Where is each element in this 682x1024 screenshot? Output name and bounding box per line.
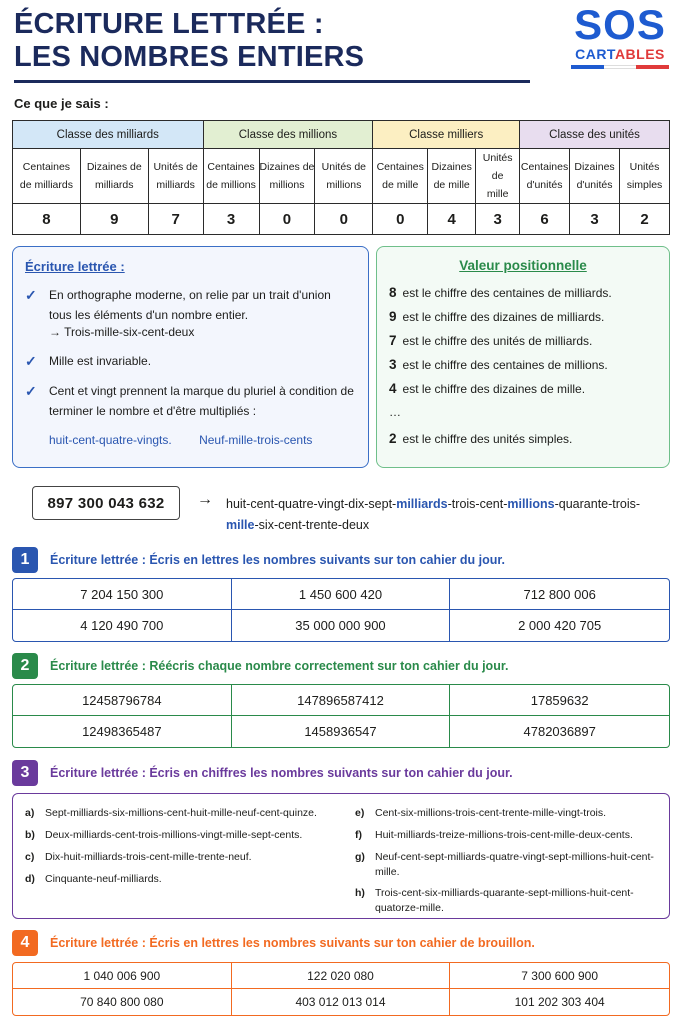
exercise-3-item xyxy=(25,872,345,887)
column-header-line: milliards xyxy=(156,179,195,191)
column-header xyxy=(13,149,81,204)
valeur-text: est le chiffre des dizaines de mille. xyxy=(402,382,586,396)
logo-flag-stripe xyxy=(571,65,669,69)
rule-1-text: En orthographe moderne, on relie par un trait d'union tous les éléments d'un nombre entier. xyxy=(49,288,331,322)
digit-cell: 3 xyxy=(476,204,520,235)
column-header-line: d'unités xyxy=(526,179,563,191)
arrow-right-icon: → xyxy=(197,491,213,508)
exercise-1-grid xyxy=(12,578,670,642)
valeur-row xyxy=(389,431,572,446)
checkmark-icon: ✓ xyxy=(25,287,37,303)
item-letter: f) xyxy=(355,829,362,841)
column-header-line: millions xyxy=(269,179,305,191)
item-text: Neuf-cent-sept-milliards-quatre-vingt-sept-millions-huit-cent-mille. xyxy=(375,851,654,878)
title-line-1: ÉCRITURE LETTRÉE : xyxy=(14,8,324,40)
digit-cell: 7 xyxy=(148,204,203,235)
page-title xyxy=(14,8,364,74)
digit-cell: 3 xyxy=(203,204,259,235)
column-header xyxy=(80,149,148,204)
rule-1 xyxy=(25,285,355,325)
number-cell: 101 202 303 404 xyxy=(514,995,605,1009)
exercise-3-header xyxy=(12,760,513,786)
valeur-text: est le chiffre des unités simples. xyxy=(402,432,573,446)
column-header-line: simples xyxy=(626,179,663,191)
item-text: Dix-huit-milliards-trois-cent-mille-trente-neuf. xyxy=(45,851,252,863)
exercise-4-number: 4 xyxy=(12,930,38,956)
item-text: Sept-milliards-six-millions-cent-huit-mille-neuf-cent-quinze. xyxy=(45,807,317,819)
digit-cell: 4 xyxy=(428,204,476,235)
valeur-row xyxy=(389,381,585,396)
column-header xyxy=(476,149,520,204)
column-header-line: millions xyxy=(326,179,362,191)
valeur-box-title: Valeur positionnelle xyxy=(459,258,587,273)
number-cell: 35 000 000 900 xyxy=(232,610,451,641)
exercise-1-header xyxy=(12,547,505,573)
exercise-3-title: Écriture lettrée : Écris en chiffres les nombres suivants sur ton cahier du jour. xyxy=(50,766,513,780)
valeur-row xyxy=(389,333,592,348)
word-part: -quarante-trois- xyxy=(554,497,641,511)
column-header-line: Centaines xyxy=(520,161,569,173)
example-number-box: 897 300 043 632 xyxy=(32,486,180,520)
word-part: -trois-cent- xyxy=(447,497,508,511)
column-header-line: Dizaines xyxy=(574,161,615,173)
class-header: Classe des milliards xyxy=(13,121,204,149)
column-header xyxy=(315,149,373,204)
digit-cell: 0 xyxy=(315,204,373,235)
column-header-line: Centaines xyxy=(22,161,71,173)
valeur-row xyxy=(389,405,401,419)
word-part: -six-cent-trente-deux xyxy=(254,518,370,532)
column-header-line: de mille xyxy=(382,179,419,191)
number-cell: 4 120 490 700 xyxy=(13,610,232,641)
valeur-digit: 3 xyxy=(389,357,397,372)
item-letter: h) xyxy=(355,887,365,899)
column-header-line: Unités de xyxy=(482,152,513,182)
checkmark-icon: ✓ xyxy=(25,353,37,369)
exercise-3-item xyxy=(355,828,655,843)
exercise-4-header xyxy=(12,930,535,956)
column-header-line: Dizaines xyxy=(431,161,472,173)
number-cell: 7 204 150 300 xyxy=(13,579,232,610)
rule-2-text: Mille est invariable. xyxy=(49,354,152,368)
valeur-row xyxy=(389,309,604,324)
number-cell: 2 000 420 705 xyxy=(518,618,602,633)
column-header xyxy=(148,149,203,204)
valeur-digit: 8 xyxy=(389,285,397,300)
exercise-2-number: 2 xyxy=(12,653,38,679)
example-b: Neuf-mille-trois-cents xyxy=(199,433,313,447)
item-letter: e) xyxy=(355,807,365,819)
digit-cell: 3 xyxy=(570,204,620,235)
column-header-line: de millions xyxy=(206,179,256,191)
exercise-1-number: 1 xyxy=(12,547,38,573)
column-header xyxy=(373,149,428,204)
exercise-3-item xyxy=(355,886,655,916)
column-header-line: d'unités xyxy=(576,179,613,191)
known-label: Ce que je sais : xyxy=(14,96,109,111)
logo-cartables-text xyxy=(568,46,672,62)
item-text: Cinquante-neuf-milliards. xyxy=(45,873,162,885)
number-cell: 147896587412 xyxy=(232,685,451,716)
rule-3 xyxy=(25,381,355,421)
number-cell: 12458796784 xyxy=(13,685,232,716)
number-cell: 403 012 013 014 xyxy=(232,989,451,1015)
item-letter: g) xyxy=(355,851,365,863)
column-header-line: Unités xyxy=(629,161,660,173)
digit-cell: 8 xyxy=(13,204,81,235)
ecriture-lettree-box xyxy=(12,246,369,468)
highlighted-word: milliards xyxy=(396,497,448,511)
number-cell: 7 300 600 900 xyxy=(450,963,669,989)
valeur-row xyxy=(389,357,608,372)
number-cell: 12498365487 xyxy=(13,716,232,747)
exercise-2-title: Écriture lettrée : Réécris chaque nombre correctement sur ton cahier du jour. xyxy=(50,659,509,673)
title-line-2: LES NOMBRES ENTIERS xyxy=(14,41,365,73)
valeur-digit: 4 xyxy=(389,381,397,396)
valeur-digit: 9 xyxy=(389,309,397,324)
highlighted-word: millions xyxy=(507,497,555,511)
valeur-text: … xyxy=(389,405,401,419)
valeur-text: est le chiffre des dizaines de milliards. xyxy=(402,310,605,324)
item-text: Deux-milliards-cent-trois-millions-vingt-mille-sept-cents. xyxy=(45,829,303,841)
column-header xyxy=(570,149,620,204)
valeur-text: est le chiffre des centaines de milliards. xyxy=(402,286,612,300)
highlighted-word: mille xyxy=(226,518,255,532)
item-text: Trois-cent-six-milliards-quarante-sept-millions-huit-cent-quatorze-mille. xyxy=(375,887,634,914)
number-cell: 70 840 800 080 xyxy=(13,989,232,1015)
item-letter: c) xyxy=(25,851,35,863)
column-header-line: mille xyxy=(486,188,509,200)
rule-3-text: Cent et vingt prennent la marque du pluriel à condition de terminer le nombre et d'être multipliés : xyxy=(49,384,354,418)
column-header xyxy=(428,149,476,204)
column-header-line: Dizaines de xyxy=(259,161,315,173)
number-cell: 4782036897 xyxy=(523,724,596,739)
digit-cell: 0 xyxy=(259,204,315,235)
exercise-1-title: Écriture lettrée : Écris en lettres les nombres suivants sur ton cahier du jour. xyxy=(50,553,506,567)
column-header-line: Centaines xyxy=(207,161,255,173)
example-a: huit-cent-quatre-vingts. xyxy=(49,433,172,447)
digit-cell: 0 xyxy=(373,204,428,235)
column-header-line: Centaines xyxy=(376,161,424,173)
exercise-2-grid xyxy=(12,684,670,748)
column-header-line: Unités de xyxy=(153,161,198,173)
number-cell: 712 800 006 xyxy=(450,579,669,610)
number-cell: 1458936547 xyxy=(232,716,451,747)
number-cell: 122 020 080 xyxy=(232,963,451,989)
rule-2 xyxy=(25,351,355,371)
plural-examples xyxy=(49,433,312,447)
item-letter: a) xyxy=(25,807,35,819)
sos-cartables-logo xyxy=(568,1,672,69)
number-classes-table xyxy=(12,120,670,235)
column-header-line: milliards xyxy=(95,179,134,191)
exercise-4-title: Écriture lettrée : Écris en lettres les nombres suivants sur ton cahier de brouillon. xyxy=(50,936,535,950)
column-header xyxy=(259,149,315,204)
logo-cart-part: CART xyxy=(575,46,615,62)
exercise-3-item xyxy=(25,850,345,865)
item-letter: d) xyxy=(25,873,35,885)
valeur-text: est le chiffre des centaines de millions. xyxy=(402,358,608,372)
column-header xyxy=(203,149,259,204)
word-part: huit-cent-quatre-vingt-dix-sept- xyxy=(226,497,397,511)
valeur-row xyxy=(389,285,612,300)
class-header: Classe des unités xyxy=(520,121,670,149)
number-cell: 17859632 xyxy=(450,685,669,716)
exercise-3-box xyxy=(12,793,670,919)
valeur-text: est le chiffre des unités de milliards. xyxy=(402,334,593,348)
valeur-digit: 7 xyxy=(389,333,397,348)
checkmark-icon: ✓ xyxy=(25,383,37,399)
digit-cell: 6 xyxy=(520,204,570,235)
item-letter: b) xyxy=(25,829,35,841)
item-text: Cent-six-millions-trois-cent-trente-mille-vingt-trois. xyxy=(375,807,607,819)
title-underline xyxy=(14,80,530,83)
exercise-3-item xyxy=(25,828,345,843)
class-header: Classe milliers xyxy=(373,121,520,149)
digit-cell: 9 xyxy=(80,204,148,235)
example-number-words xyxy=(226,494,672,536)
column-header-line: de milliards xyxy=(19,179,73,191)
logo-ables-part: ABLES xyxy=(614,46,665,62)
exercise-4-grid xyxy=(12,962,670,1016)
column-header-line: Unités de xyxy=(321,161,367,173)
class-header: Classe des millions xyxy=(203,121,373,149)
column-header-line: Dizaines de xyxy=(86,161,142,173)
column-header-line: de mille xyxy=(433,179,470,191)
valeur-positionnelle-box xyxy=(376,246,670,468)
number-cell: 1 450 600 420 xyxy=(232,579,451,610)
number-cell: 1 040 006 900 xyxy=(13,963,232,989)
column-header xyxy=(520,149,570,204)
logo-sos-text: SOS xyxy=(574,1,666,48)
digit-cell: 2 xyxy=(620,204,670,235)
column-header xyxy=(620,149,670,204)
ecriture-box-title: Écriture lettrée : xyxy=(25,259,125,274)
valeur-digit: 2 xyxy=(389,431,397,446)
exercise-3-item xyxy=(355,850,655,880)
exercise-3-item xyxy=(355,806,655,821)
exercise-2-header xyxy=(12,653,508,679)
item-text: Huit-milliards-treize-millions-trois-cent-mille-deux-cents. xyxy=(375,829,633,841)
rule-1-example: → Trois-mille-six-cent-deux xyxy=(49,325,195,339)
exercise-3-item xyxy=(25,806,345,821)
exercise-3-number: 3 xyxy=(12,760,38,786)
